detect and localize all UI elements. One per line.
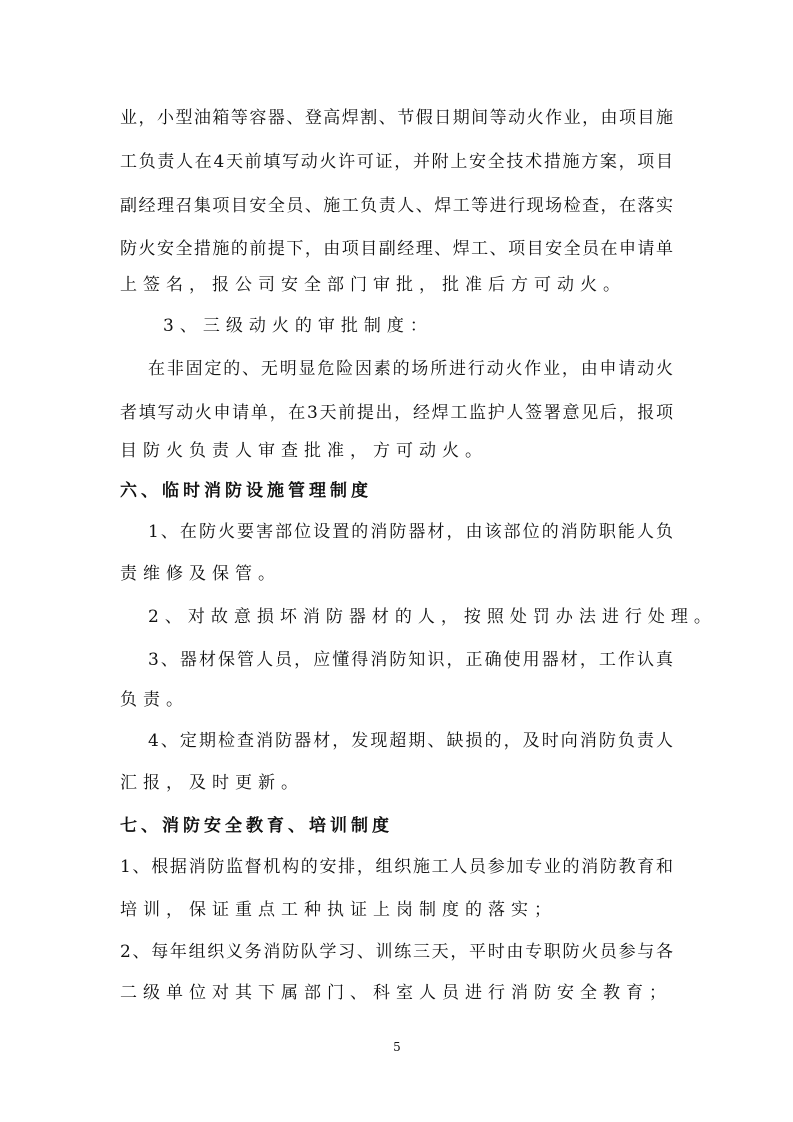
paragraph-line: 责维修及保管。 <box>120 564 281 584</box>
page-number: 5 <box>393 1040 401 1054</box>
paragraph-line: 4、定期检查消防器材，发现超期、缺损的，及时向消防负责人 <box>148 731 673 751</box>
section-heading: 七、消防安全教育、培训制度 <box>120 816 393 836</box>
paragraph-line: 上签名，报公司安全部门审批，批准后方可动火。 <box>120 275 626 295</box>
paragraph-line: 汇报，及时更新。 <box>120 773 304 793</box>
paragraph-line: 副经理召集项目安全员、施工负责人、焊工等进行现场检查，在落实 <box>120 196 673 216</box>
paragraph-line: 1、根据消防监督机构的安排，组织施工人员参加专业的消防教育和 <box>120 857 673 877</box>
paragraph-line: 3、器材保管人员，应懂得消防知识，正确使用器材，工作认真 <box>148 650 673 670</box>
paragraph-line: 培训，保证重点工种执证上岗制度的落实； <box>120 900 557 920</box>
paragraph-line: 1、在防火要害部位设置的消防器材，由该部位的消防职能人负 <box>148 522 673 542</box>
section-heading: 六、临时消防设施管理制度 <box>120 481 372 501</box>
paragraph-line: 者填写动火申请单，在3天前提出，经焊工监护人签署意见后，报项 <box>120 403 673 423</box>
paragraph-line: 业，小型油箱等容器、登高焊割、节假日期间等动火作业，由项目施 <box>120 108 673 128</box>
paragraph-line: 负责。 <box>120 690 189 710</box>
paragraph-line: 目防火负责人审查批准，方可动火。 <box>120 441 488 461</box>
paragraph-line: 二级单位对其下属部门、科室人员进行消防安全教育； <box>120 983 672 1003</box>
paragraph-line: 2、每年组织义务消防队学习、训练三天，平时由专职防火员参与各 <box>120 942 673 962</box>
paragraph-line: 防火安全措施的前提下，由项目副经理、焊工、项目安全员在申请单 <box>120 239 673 259</box>
paragraph-line: 在非固定的、无明显危险因素的场所进行动火作业，由申请动火 <box>148 359 673 379</box>
paragraph-line: 2、对故意损坏消防器材的人，按照处罚办法进行处理。 <box>148 607 717 627</box>
subheading: 3、三级动火的审批制度： <box>163 316 433 336</box>
paragraph-line: 工负责人在4天前填写动火许可证，并附上安全技术措施方案，项目 <box>120 152 673 172</box>
